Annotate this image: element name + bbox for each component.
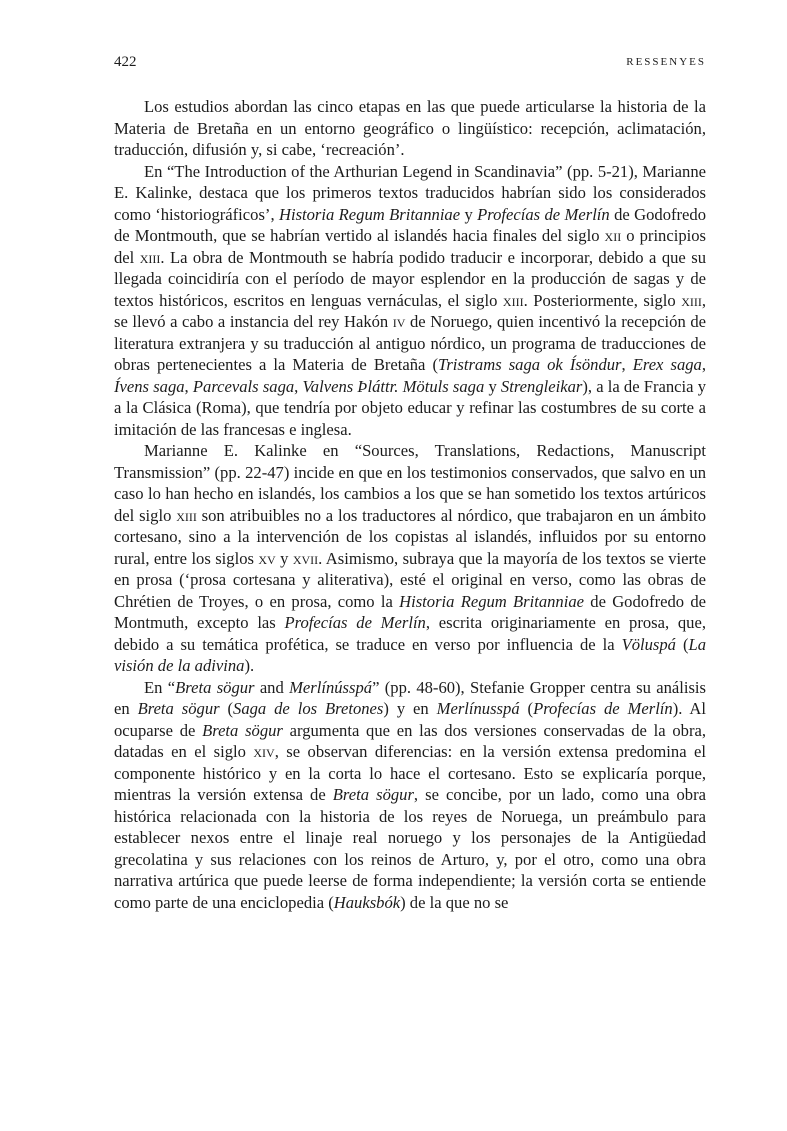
- text-run: y: [460, 204, 478, 224]
- page-header: [114, 54, 706, 74]
- text-run: ).: [244, 656, 255, 675]
- small-caps-text: iv: [392, 312, 406, 331]
- text-run: son atribuibles no a los traductores al nórdico, que trabajaron en un ámbito cortesano, sino a la intervención de los copistas al islandés, influidos por su entorno rural, entre los siglos: [114, 505, 706, 568]
- italic-text: Merlínússpá: [289, 677, 373, 697]
- text-run: ), a la de Francia y a la Clásica (Roma), que tendría por objeto educar y refinar las costumbres de su corte a imitación de las francesas e inglesa.: [114, 376, 707, 439]
- italic-text: Historia Regum Britanniae: [399, 591, 585, 611]
- text-run: y: [484, 376, 501, 396]
- small-caps-text: xvii: [292, 548, 319, 568]
- paragraph: [114, 96, 706, 161]
- text-run: Marianne E. Kalinke en “Sources, Translations, Redactions, Manuscript Transmission” (pp. 22-47) incide en que en los testimonios conservados, que salvo en un caso lo han hecho en islandés, los cambios a los que se han sometido los textos artúricos del siglo: [114, 441, 706, 525]
- italic-text: Valvens Þláttr. Mötuls saga: [302, 376, 485, 396]
- italic-text: Breta sögur: [175, 677, 255, 697]
- text-run: de Noruego, quien incentivó la recepción de literatura extranjera y su traducción al antiguo nórdico, un programa de traducciones de obras pertenecientes a la Materia de Bretaña (: [114, 312, 706, 374]
- running-head: RESSENYES: [626, 56, 706, 68]
- text-run: En “: [144, 677, 176, 697]
- text-run: , escrita originariamente en prosa, que, debido a su temática profética, se traduce en verso por influencia de la: [114, 613, 706, 654]
- text-run: de Godofredo de Montmuth, excepto las: [114, 591, 706, 632]
- text-run: ,: [621, 355, 633, 374]
- italic-text: Hauksbók: [333, 892, 401, 912]
- text-run: ,: [184, 376, 193, 396]
- small-caps-text: xiv: [253, 742, 275, 761]
- text-run: , se observan diferencias: en la versión extensa predomina el componente histórico y en la corta lo hace el cortesano. Esto se explicaría porque, mientras la versión extensa de: [114, 742, 706, 804]
- text-run: , se concibe, por un lado, como una obra histórica relacionada con la historia de los reyes de Noruega, un preámbulo para establecer nexos entre el linaje real noruego y los personajes de la Antigüedad grecolatina y sus relaciones con los reinos de Arturo, y, por el otro, como una obra narrativa artúrica que puede leerse de forma independiente; la versión corta se entiende como parte de una enciclopedia (: [114, 785, 706, 912]
- text-run: o principios del: [114, 226, 706, 267]
- small-caps-text: xiii: [139, 247, 161, 267]
- italic-text: Erex saga: [632, 355, 702, 374]
- text-run: ). Al ocuparse de: [114, 699, 706, 740]
- italic-text: Merlínusspá: [436, 699, 520, 718]
- text-run: ” (pp. 48-60), Stefanie Gropper centra su análisis en: [114, 677, 706, 718]
- text-run: . Posteriormente, siglo: [523, 290, 682, 310]
- italic-text: Historia Regum Britanniae: [278, 204, 461, 224]
- text-run: , se llevó a cabo a instancia del rey Hakón: [114, 290, 706, 331]
- paragraph: [114, 161, 706, 441]
- italic-text: Breta sögur: [137, 699, 220, 718]
- text-run: Los estudios abordan las cinco etapas en las que puede articularse la historia de la Materia de Bretaña en un entorno geográfico o lingüístico: recepción, aclimatación, traducción, difusión y, si cabe, ‘recreación’.: [114, 97, 706, 159]
- italic-text: Saga de los Bretones: [233, 699, 384, 718]
- text-run: (: [219, 699, 234, 718]
- small-caps-text: xiii: [502, 290, 524, 310]
- italic-text: Profecías de Merlín: [477, 204, 610, 224]
- italic-text: Strengleikar: [500, 376, 583, 396]
- text-run: y: [275, 548, 293, 568]
- body-text: [114, 96, 706, 913]
- small-caps-text: xii: [604, 226, 622, 245]
- italic-text: Breta sögur: [332, 785, 414, 804]
- italic-text: Völuspá: [621, 634, 676, 654]
- small-caps-text: xiii: [176, 505, 197, 525]
- text-run: (: [519, 699, 534, 718]
- page-number: 422: [114, 54, 137, 70]
- italic-text: La visión de la adivina: [114, 634, 706, 675]
- paragraph: [114, 677, 706, 914]
- text-run: . La obra de Montmouth se habría podido traducir e incorporar, debido a que su llegada coincidiría con el período de mayor esplendor en la producción de sagas y de textos históricos, escritos en lenguas vernáculas, el siglo: [114, 247, 707, 310]
- italic-text: Tristrams saga ok Ísöndur: [438, 355, 622, 374]
- small-caps-text: xv: [258, 548, 276, 568]
- text-run: and: [254, 677, 290, 697]
- text-run: argumenta que en las dos versiones conservadas de la obra, datadas en el siglo: [114, 720, 706, 761]
- text-run: ,: [701, 355, 706, 374]
- italic-text: Profecías de Merlín: [533, 699, 673, 718]
- text-run: ) y en: [383, 699, 437, 718]
- text-run: de Godofredo de Montmouth, que se habrían vertido al islandés hacia finales del siglo: [114, 204, 707, 245]
- text-run: ,: [294, 376, 303, 396]
- text-run: En “The Introduction of the Arthurian Legend in Scandinavia” (pp. 5-21), Marianne E. Kalinke, destaca que los primeros textos traducidos habrían sido los considerados como ‘historiográficos’,: [114, 161, 706, 224]
- italic-text: Ívens saga: [114, 376, 185, 396]
- italic-text: Breta sögur: [202, 720, 283, 740]
- text-run: ) de la que no se: [400, 892, 509, 912]
- paragraph: [114, 440, 706, 677]
- text-run: . Asimismo, subraya que la mayoría de los textos se vierte en prosa (‘prosa cortesana y aliterativa), esté el original en verso, como las obras de Chrétien de Troyes, o en prosa, como la: [114, 548, 707, 611]
- italic-text: Parcevals saga: [192, 376, 295, 396]
- text-run: (: [675, 634, 689, 654]
- italic-text: Profecías de Merlín: [284, 613, 426, 632]
- small-caps-text: xiii: [681, 290, 702, 310]
